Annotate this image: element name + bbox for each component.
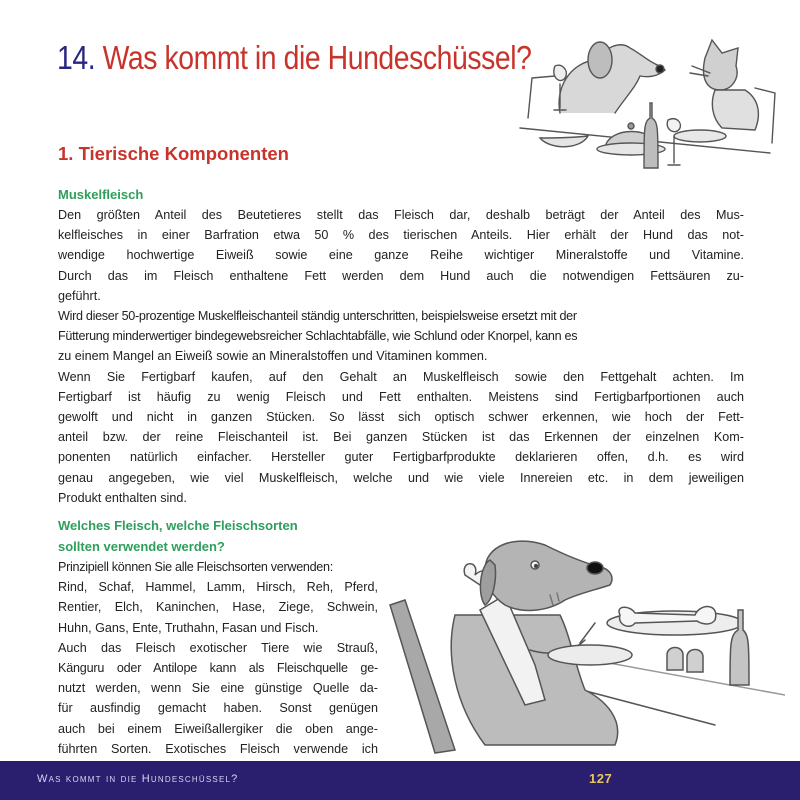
muskelfleisch-paragraph	[58, 205, 744, 508]
text-line: Fertigbarf ist häufig zu wenig Fleisch und Fett enthalten. Meistens sind Fertigbarfportionen auch	[58, 389, 744, 404]
text-line: Prinzipiell können Sie alle Fleischsorten verwenden:	[58, 560, 333, 574]
text-line: geführt.	[58, 288, 101, 303]
muskelfleisch-section	[58, 184, 744, 508]
running-title: Was kommt in die Hundeschüssel?	[37, 773, 239, 785]
text-line: gewolft und nicht in ganzen Stücken. So lässt sich optisch schwer erkennen, wie hoch der Fett-	[58, 410, 744, 425]
text-line: Wenn Sie Fertigbarf kaufen, auf den Gehalt an Muskelfleisch sowie den Fettgehalt achten. Im	[58, 369, 744, 384]
subheading-line: Welches Fleisch, welche Fleischsorten	[58, 518, 298, 533]
text-line: Produkt enthalten sind.	[58, 490, 187, 505]
text-line: nutzt werden, wenn Sie eine günstige Quelle da-	[58, 681, 378, 696]
fleischsorten-paragraph	[58, 557, 378, 759]
text-line: Rind, Schaf, Hammel, Lamm, Hirsch, Reh, Pferd,	[58, 580, 378, 595]
text-line: Durch das im Fleisch enthaltene Fett werden dem Hund auch die notwendigen Fettsäuren zu-	[58, 268, 744, 283]
drooling-dog-at-table-illustration	[385, 505, 785, 755]
text-line: Känguru oder Antilope kann als Fleischquelle ge-	[58, 661, 378, 676]
section-title: 1. Tierische Komponenten	[58, 143, 289, 164]
text-line: kelfleisches in einer Barfration etwa 50 % des tierischen Anteils. Hier erhält der Hund das not-	[58, 228, 744, 243]
text-line: zu einem Mangel an Eiweiß sowie an Mineralstoffen und Vitaminen kommen.	[58, 349, 488, 364]
text-line: Rentier, Elch, Kaninchen, Hase, Ziege, Schwein,	[58, 600, 378, 615]
text-line: für ausfindig gemacht haben. Sonst genügen	[58, 701, 378, 716]
text-line: auch bei einem Eiweißallergiker die oben ange-	[58, 721, 378, 736]
page-footer	[0, 761, 800, 800]
text-line: wendige hochwertige Eiweiß sowie eine ganze Reihe wichtiger Mineralstoffe und Vitamine.	[58, 248, 744, 263]
text-line: führten Sorten. Exotisches Fleisch verwende ich	[58, 741, 378, 756]
dog-and-cat-dining-illustration	[500, 18, 790, 178]
text-line: anteil bzw. der reine Fleischanteil ist. Bei ganzen Stücken ist das Erkennen der einzelnen Kom-	[58, 430, 744, 445]
text-line: Auch das Fleisch exotischer Tiere wie Strauß,	[58, 640, 378, 655]
page-number: 127	[589, 771, 613, 786]
text-line: Wird dieser 50-prozentige Muskelfleischanteil ständig unterschritten, beispielsweise ersetzt mit der	[58, 309, 577, 324]
subheading-line: sollten verwendet werden?	[58, 539, 225, 554]
subheading-fleischsorten	[58, 515, 378, 557]
text-line: Huhn, Gans, Ente, Truthahn, Fasan und Fisch.	[58, 620, 319, 635]
chapter-number: 14.	[57, 39, 96, 76]
text-line: Fütterung minderwertiger bindegewebsreicher Schlachtabfälle, wie Schlund oder Knorpel, kann es	[58, 329, 578, 344]
chapter-name: Was kommt in die Hundeschüssel?	[102, 39, 532, 76]
text-line: ponenten natürlich einfacher. Hersteller guter Fertigbarfprodukte deklarieren offen, d.h. es wird	[58, 450, 744, 465]
subheading-muskelfleisch: Muskelfleisch	[58, 187, 144, 202]
text-line: genau angegeben, wie viel Muskelfleisch, welche und wie viele Innereien etc. in dem jeweiligen	[58, 470, 744, 485]
chapter-title	[57, 38, 531, 78]
text-line: Den größten Anteil des Beutetieres stellt das Fleisch dar, deshalb beträgt der Anteil des Mus-	[58, 208, 744, 222]
fleischsorten-section	[58, 515, 378, 759]
